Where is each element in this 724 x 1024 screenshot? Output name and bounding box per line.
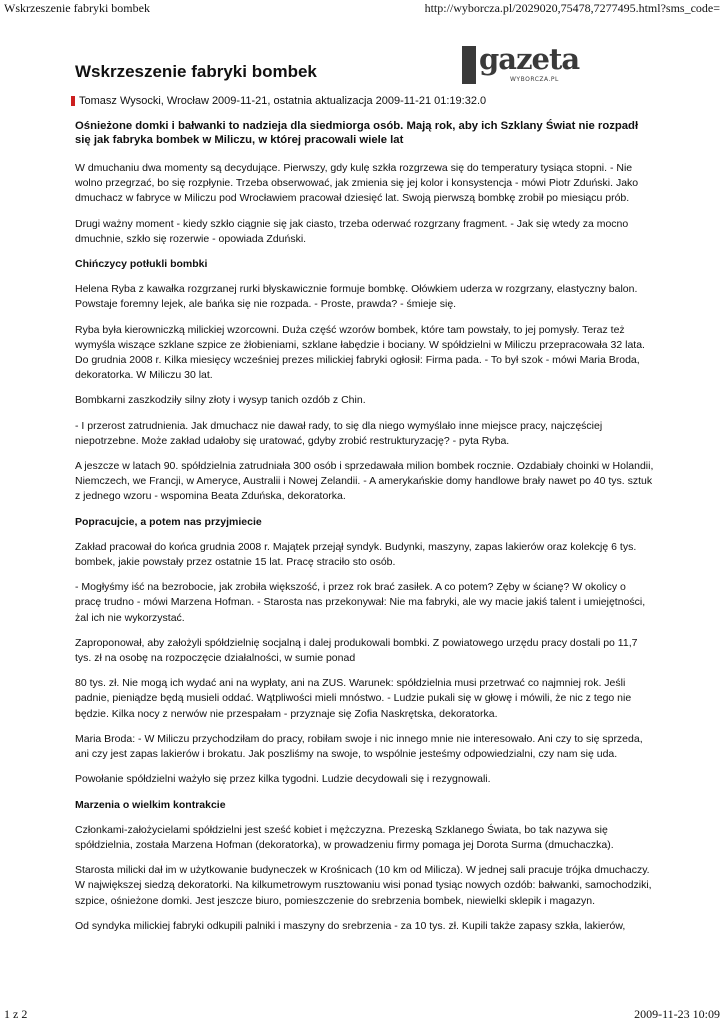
paragraph: Drugi ważny moment - kiedy szkło ciągnie się jak ciasto, trzeba oderwać rozgrzany fragment. - Jak się wtedy za mocno dmuchnie, szkło się rozerwie - opowiada Zduński. [75,217,629,245]
paragraph: - I przerost zatrudnienia. Jak dmuchacz nie dawał rady, to się dla niego wymyślało inne miejsce pracy, najczęściej niepotrzebne. Może zakład udałoby się uratować, gdyby zrobić restrukturyzację? - pyta Ryba. [75,419,603,447]
article-byline [75,94,655,108]
paragraph: 80 tys. zł. Nie mogą ich wydać ani na wypłaty, ani na ZUS. Warunek: spółdzielnia musi przetrwać co najmniej rok. Jeśli padnie, pieniądze będą musieli oddać. Wątpliwości mieli mnóstwo. - Ludzie pukali się w głowę i mówili, że nic z tego nie będzie. Kilka nocy z nerwów nie przespałam - przyznaje się Zofia Naskrętska, dekoratorka. [75,677,632,720]
logo-subtitle: WYBORCZA.PL [510,76,559,83]
paragraph: - Mogłyśmy iść na bezrobocie, jak zrobiła większość, i przez rok brać zasiłek. A co potem? Zęby w ścianę? W okolicy o pracę trudno - mówi Marzena Hofman. - Starosta nas przekonywał: Nie ma fabryki, ale wy macie jakiś talent i umiejętności, żal ich nie wykorzystać. [75,581,646,624]
print-page-url: http://wyborcza.pl/2029020,75478,7277495.html?sms_code= [424,1,720,15]
section-heading: Chińczycy potłukli bombki [75,258,208,271]
print-timestamp: 2009-11-23 10:09 [634,1007,720,1021]
section-heading: Marzenia o wielkim kontrakcie [75,798,226,811]
paragraph: Starosta milicki dał im w użytkowanie budyneczek w Krośnicach (10 km od Milicza). W jednej sali pracuje trójka dmuchaczy. W największej siedzą dekoratorki. Na kilkumetrowym rusztowaniu wisi ponad tysiąc nowych ozdób: bałwanki, samochodziki, szpice, ośnieżone domki. Jest jeszcze biuro, pomieszczenie do srebrzenia bombek, niewielki sklepik i magazyn. [75,864,652,907]
paragraph: Członkami-założycielami spółdzielni jest sześć kobiet i mężczyzna. Prezeską Szklanego Świata, bo tak nazywa się spółdzielnia, została Marzena Hofman (dekoratorka), w prowadzeniu firmy pomaga jej Dorota Surma (dmuchaczka). [75,823,614,851]
article-title: Wskrzeszenie fabryki bombek [75,62,317,81]
paragraph: W dmuchaniu dwa momenty są decydujące. Pierwszy, gdy kulę szkła rozgrzewa się do temperatury tysiąca stopni. - Nie wolno przegrzać, bo się rozpłynie. Trzeba obserwować, jak zmienia się jej kolor i konsystencja - mówi Piotr Zduński. Jako dmuchacz w fabryce w Miliczu pod Wrocławiem pracował dziesięć lat. Swoją pierwszą bombkę zrobił po miesiącu prób. [75,162,639,205]
paragraph: Helena Ryba z kawałka rozgrzanej rurki błyskawicznie formuje bombkę. Ołówkiem uderza w rozgrzany, elastyczny balon. Powstaje foremny lejek, ale bańka się nie rozpada. - Proste, prawda? - śmieje się. [75,283,638,311]
paragraph: Zakład pracował do końca grudnia 2008 r. Majątek przejął syndyk. Budynki, maszyny, zapas lakierów oraz kolekcję 6 tys. bombek, jakie powstały przez ostatnie 15 lat. Pracę straciło sto osób. [75,540,637,569]
article-lead: Ośnieżone domki i bałwanki to nadzieja dla siedmiorga osób. Mają rok, aby ich Szklany Świat nie rozpadł się jak fabryka bombek w Miliczu, w której pracowali wiele lat [75,120,639,146]
paragraph: A jeszcze w latach 90. spółdzielnia zatrudniała 300 osób i sprzedawała milion bombek rocznie. Ozdabiały choinki w Holandii, Niemczech, we Francji, w Ameryce, Australii i Nowej Zelandii. - A amerykańskie domy handlowe brały nawet po 40 tys. sztuk z jednego wzoru - wspomina Beata Zduńska, dekoratorka. [75,460,654,503]
paragraph: Bombkarni zaszkodziły silny złoty i wysyp tanich ozdób z Chin. [75,394,366,407]
section-heading: Popracujcie, a potem nas przyjmiecie [75,515,262,528]
byline-text: Tomasz Wysocki, Wrocław 2009-11-21, ostatnia aktualizacja 2009-11-21 01:19:32.0 [79,95,487,107]
paragraph: Ryba była kierowniczką milickiej wzorcowni. Duża część wzorów bombek, które tam powstały, to jej pomysły. Teraz też wymyśla wiszące szklane szpice ze żłobieniami, szklane łabędzie i bociany. W spółdzielni w Miliczu przepracowała 32 lata. Do grudnia 2008 r. Kilka miesięcy wcześniej prezes milickiej fabryki ogłosił: Firma pada. - To był szok - mówi Maria Broda, dekoratorka. W Miliczu 30 lat. [75,323,645,382]
paragraph: Zaproponował, aby założyli spółdzielnię socjalną i dalej produkowali bombki. Z powiatowego urzędu pracy dostali po 11,7 tys. zł na osobę na rozpoczęcie działalności, w sumie ponad [75,636,638,665]
logo-wordmark: gazeta [479,42,580,76]
article-body [75,161,655,934]
print-footer [4,1007,720,1022]
print-page-title: Wskrzeszenie fabryki bombek [4,1,150,15]
paragraph: Maria Broda: - W Miliczu przychodziłam do pracy, robiłam swoje i nic innego mnie nie interesowało. Ani czy to się sprzeda, ani czy jest zapas lakierów i brokatu. Jak poszliśmy na swoje, to wspólnie jesteśmy odpowiedzialni, czy nam się uda. [75,732,643,761]
print-header [4,1,720,16]
paragraph: Od syndyka milickiej fabryki odkupili palniki i maszyny do srebrzenia - za 10 tys. zł. Kupili także zapasy szkła, lakierów, [75,919,626,932]
paragraph: Powołanie spółdzielni ważyło się przez kilka tygodni. Ludzie decydowali się i rezygnowali. [75,773,491,786]
byline-marker [71,96,75,106]
page-counter: 1 z 2 [4,1007,28,1021]
article [75,60,655,934]
